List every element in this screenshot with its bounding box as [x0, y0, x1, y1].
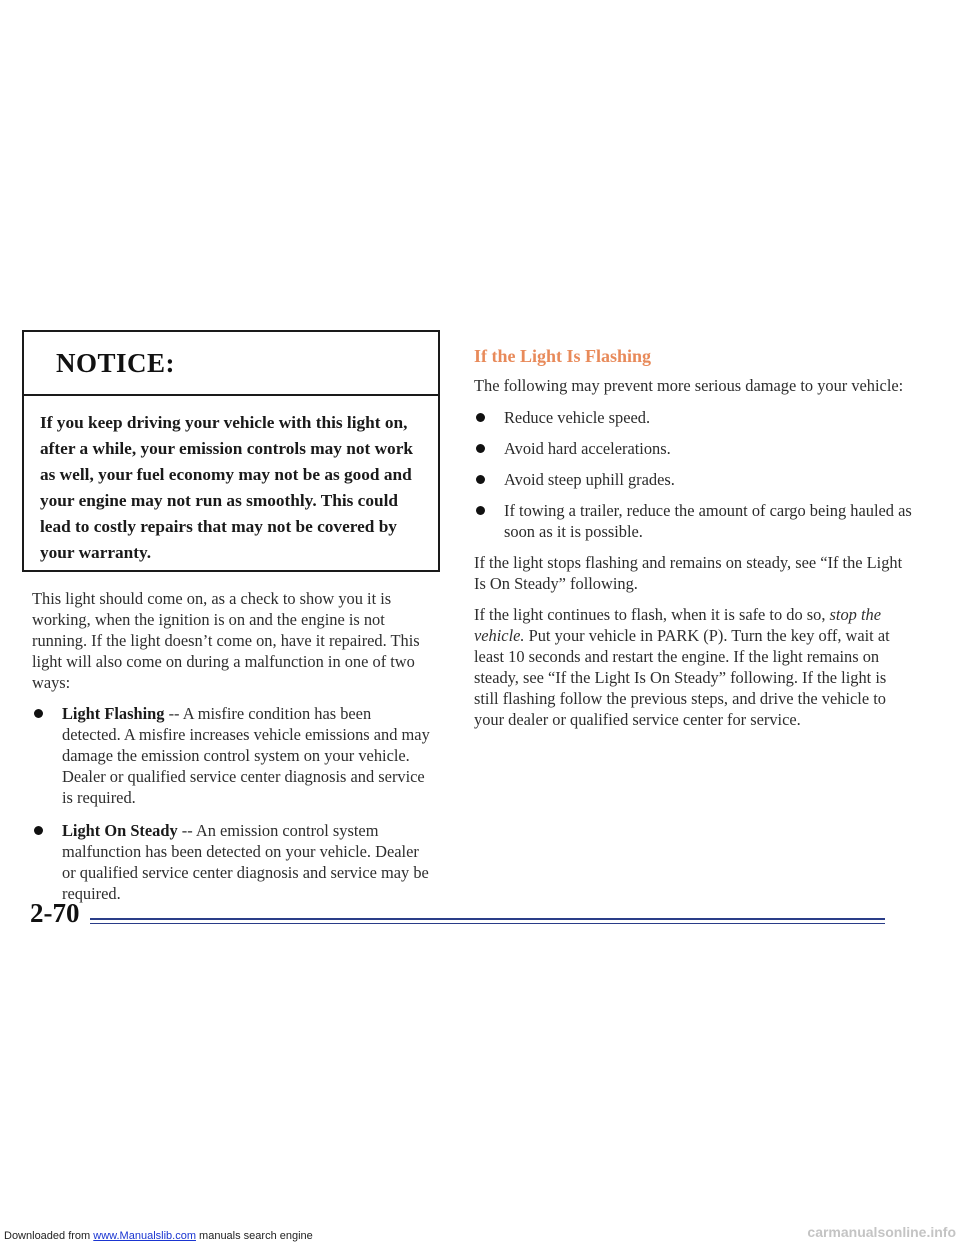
notice-title: NOTICE: [56, 347, 176, 378]
page-footer [30, 898, 890, 938]
list-item [32, 703, 432, 808]
flash-paragraph [474, 604, 914, 730]
list-item [474, 469, 914, 490]
flash-paragraph-start: If the light continues to flash, when it is safe to do so, [474, 605, 830, 624]
download-prefix: Downloaded from [4, 1230, 94, 1242]
list-item [474, 438, 914, 459]
list-item [474, 500, 914, 542]
flash-paragraph-end: Put your vehicle in PARK (P). Turn the key off, wait at least 10 seconds and restart the engine. If the light remains on steady, see “If the Light Is On Steady” following. If the light is still flashing follow the previous steps, and drive the vehicle to your dealer or qualified service center for service. [474, 626, 890, 729]
download-notice [4, 1230, 313, 1242]
bullet-text: Reduce vehicle speed. [504, 408, 651, 427]
list-item [474, 407, 914, 428]
bullet-icon [476, 506, 485, 515]
bullet-text: -- A misfire condition has been detected. A misfire increases vehicle emissions and may damage the emission control system on your vehicle. Dealer or qualified service center diagnosis and service is required. [62, 704, 430, 807]
bullet-text: -- An emission control system malfunction has been detected on your vehicle. Dealer or qualified service center diagnosis and service may be required. [62, 821, 429, 903]
actions-list [474, 407, 914, 542]
notice-box [22, 330, 440, 572]
watermark: carmanualsonline.info [807, 1224, 956, 1240]
bullet-icon [476, 444, 485, 453]
bullet-icon [34, 826, 43, 835]
bullet-lead: Light On Steady [62, 821, 178, 840]
left-column [32, 588, 432, 916]
steady-paragraph: If the light stops flashing and remains on steady, see “If the Light Is On Steady” following. [474, 553, 903, 593]
list-item [32, 820, 432, 904]
right-column [474, 346, 914, 730]
bullet-text: Avoid hard accelerations. [504, 439, 671, 458]
bullet-icon [476, 475, 485, 484]
manualslib-link[interactable]: www.Manualslib.com [93, 1230, 196, 1242]
section-intro: The following may prevent more serious damage to your vehicle: [474, 376, 904, 395]
bullet-text: If towing a trailer, reduce the amount of cargo being hauled as soon as it is possible. [504, 501, 912, 541]
section-title: If the Light Is Flashing [474, 346, 652, 366]
footer-rule [90, 918, 885, 920]
download-suffix: manuals search engine [195, 1230, 313, 1242]
page-number: 2-70 [30, 898, 80, 928]
notice-body: If you keep driving your vehicle with this light on, after a while, your emission controls may not work as well, your fuel economy may not be as good and your engine may not run as smoothly. This could lead to costly repairs that may not be covered by your warranty. [40, 413, 413, 562]
bullet-icon [476, 413, 485, 422]
intro-paragraph: This light should come on, as a check to show you it is working, when the ignition is on and the engine is not running. If the light doesn’t come on, have it repaired. This light will also come on during a malfunction in one of two ways: [32, 589, 420, 692]
footer-rule-thin [90, 923, 885, 924]
bullet-lead: Light Flashing [62, 704, 165, 723]
bullet-text: Avoid steep uphill grades. [504, 470, 675, 489]
bullet-icon [34, 709, 43, 718]
malfunction-list [32, 703, 432, 904]
notice-header [24, 332, 438, 396]
flash-paragraph-italic: stop the vehicle. [474, 605, 881, 645]
